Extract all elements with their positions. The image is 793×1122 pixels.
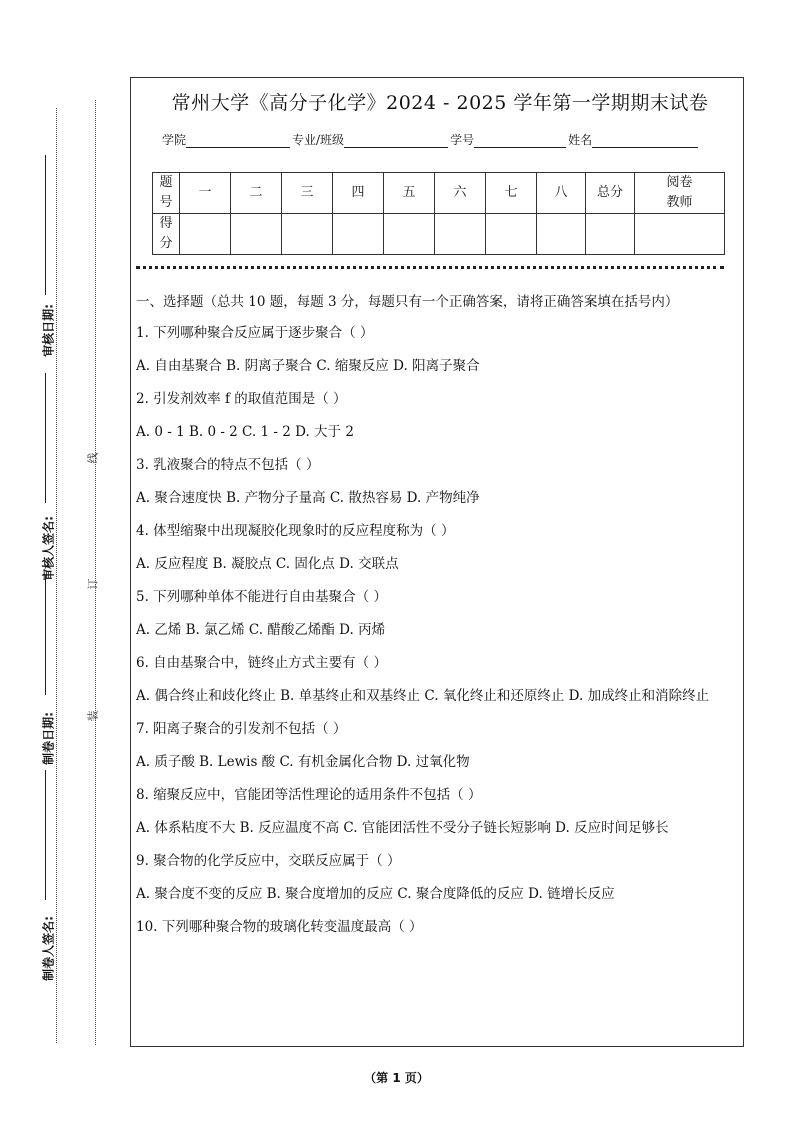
exam-title: 常州大学《高分子化学》2024 - 2025 学年第一学期期末试卷 xyxy=(171,92,709,114)
question-number-label: 题 号 xyxy=(153,173,180,214)
student-id-field[interactable] xyxy=(474,133,566,148)
score-table-header-row xyxy=(153,173,725,214)
binding-dotted-line-inner xyxy=(95,100,96,1045)
name-label: 姓名 xyxy=(568,133,593,147)
paper-date-label: 制卷日期: xyxy=(41,712,56,765)
score-col-5: 五 xyxy=(384,173,435,214)
signature-line-4 xyxy=(45,770,46,900)
page-number: （第 1 页） xyxy=(364,1071,429,1085)
score-col-7: 七 xyxy=(486,173,537,214)
student-id-label: 学号 xyxy=(450,133,475,147)
major-class-field[interactable] xyxy=(344,133,448,148)
score-col-total: 总分 xyxy=(586,173,635,214)
signature-line-1 xyxy=(45,155,46,295)
separator-dotted-line xyxy=(136,266,724,269)
question-section xyxy=(136,292,740,938)
score-cell[interactable] xyxy=(231,214,282,255)
question-8: 8. 缩聚反应中，官能团等活性理论的适用条件不包括（ ） xyxy=(136,787,482,803)
score-col-6: 六 xyxy=(435,173,486,214)
score-col-2: 二 xyxy=(231,173,282,214)
question-3: 3. 乳液聚合的特点不包括（ ） xyxy=(136,457,320,473)
paper-maker-signature-label: 制卷人签名: xyxy=(41,916,56,981)
question-9: 9. 聚合物的化学反应中，交联反应属于（ ） xyxy=(136,853,401,869)
question-7-options: A. 质子酸 B. Lewis 酸 C. 有机金属化合物 D. 过氧化物 xyxy=(136,754,470,770)
college-field[interactable] xyxy=(186,133,290,148)
score-cell[interactable] xyxy=(586,214,635,255)
question-9-options: A. 聚合度不变的反应 B. 聚合度增加的反应 C. 聚合度降低的反应 D. 链增长反应 xyxy=(136,886,615,902)
reviewer-signature-label: 审核人签名: xyxy=(41,516,56,581)
question-8-options: A. 体系粘度不大 B. 反应温度不高 C. 官能团活性不受分子链长短影响 D. 反应时间足够长 xyxy=(136,820,669,836)
question-5: 5. 下列哪种单体不能进行自由基聚合（ ） xyxy=(136,589,387,605)
score-cell[interactable] xyxy=(635,214,725,255)
question-2: 2. 引发剂效率 f 的取值范围是（ ） xyxy=(136,391,347,407)
question-10: 10. 下列哪种聚合物的玻璃化转变温度最高（ ） xyxy=(136,919,423,935)
score-col-8: 八 xyxy=(537,173,586,214)
question-2-options: A. 0 - 1 B. 0 - 2 C. 1 - 2 D. 大于 2 xyxy=(136,424,354,440)
binding-mark-line: 线 xyxy=(86,452,100,464)
name-field[interactable] xyxy=(592,133,698,148)
question-4: 4. 体型缩聚中出现凝胶化现象时的反应程度称为（ ） xyxy=(136,523,455,539)
score-cell[interactable] xyxy=(384,214,435,255)
question-6-options: A. 偶合终止和歧化终止 B. 单基终止和双基终止 C. 氧化终止和还原终止 D. 加成终止和消除终止 xyxy=(136,688,710,704)
question-1-options: A. 自由基聚合 B. 阴离子聚合 C. 缩聚反应 D. 阳离子聚合 xyxy=(136,358,480,374)
question-5-options: A. 乙烯 B. 氯乙烯 C. 醋酸乙烯酯 D. 丙烯 xyxy=(136,622,386,638)
question-4-options: A. 反应程度 B. 凝胶点 C. 固化点 D. 交联点 xyxy=(136,556,399,572)
section-heading: 一、选择题（总共 10 题，每题 3 分，每题只有一个正确答案，请将正确答案填在括号内） xyxy=(136,294,679,310)
binding-mark-staple: 订 xyxy=(86,578,100,590)
review-date-label: 审核日期: xyxy=(41,304,56,357)
question-3-options: A. 聚合速度快 B. 产物分子量高 C. 散热容易 D. 产物纯净 xyxy=(136,490,480,506)
score-col-1: 一 xyxy=(180,173,231,214)
major-class-label: 专业/班级 xyxy=(292,133,345,147)
binding-mark-bind: 装 xyxy=(86,710,100,722)
question-1: 1. 下列哪种聚合反应属于逐步聚合（ ） xyxy=(136,325,374,341)
college-label: 学院 xyxy=(162,133,187,147)
score-cell[interactable] xyxy=(333,214,384,255)
score-table-score-row xyxy=(153,214,725,255)
score-table xyxy=(152,172,725,255)
score-cell[interactable] xyxy=(180,214,231,255)
student-info-row xyxy=(162,131,700,148)
score-row-label: 得 分 xyxy=(153,214,180,255)
question-6: 6. 自由基聚合中，链终止方式主要有（ ） xyxy=(136,655,387,671)
score-cell[interactable] xyxy=(435,214,486,255)
score-cell[interactable] xyxy=(486,214,537,255)
question-7: 7. 阳离子聚合的引发剂不包括（ ） xyxy=(136,721,347,737)
score-cell[interactable] xyxy=(537,214,586,255)
signature-line-2 xyxy=(45,373,46,503)
score-col-3: 三 xyxy=(282,173,333,214)
score-col-4: 四 xyxy=(333,173,384,214)
score-col-grader: 阅卷 教师 xyxy=(635,173,725,214)
score-cell[interactable] xyxy=(282,214,333,255)
signature-line-3 xyxy=(45,575,46,695)
